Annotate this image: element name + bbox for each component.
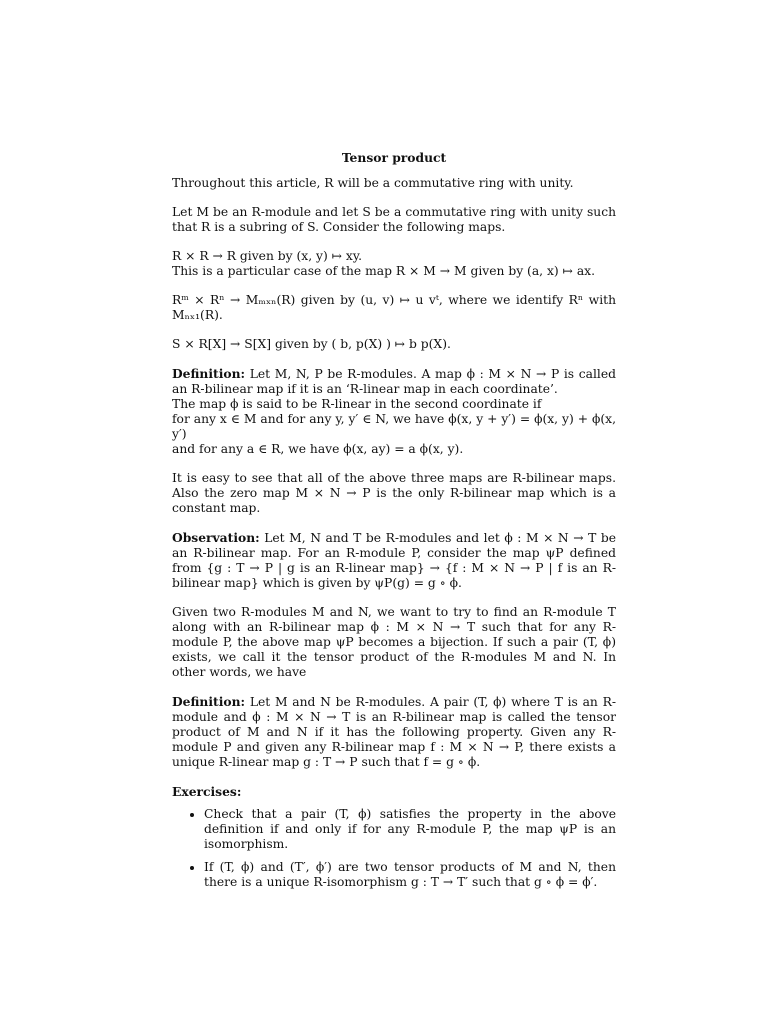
definition1-paragraph xyxy=(172,366,616,457)
definition1-line2: The map ϕ is said to be R-linear in the second coordinate if xyxy=(172,397,542,411)
given-paragraph: Given two R-modules M and N, we want to try to find an R-module T along with an R-bilinear map ϕ : M × N → T such that for any R-module P, the above map ψP becomes a bijection. If such a pair (T, ϕ) exists, we call it the tensor product of the R-modules M and N. In other words, we have xyxy=(172,605,616,679)
definition1-label: Definition: xyxy=(172,366,246,381)
definition1-line3: for any x ∈ M and for any y, y′ ∈ N, we have ϕ(x, y + y′) = ϕ(x, y) + ϕ(x, y′) xyxy=(172,412,616,441)
definition1-text: Let M, N, P be R-modules. A map ϕ : M × N → P is called an R-bilinear map if it is an ‘R-linear map in each coordinate’. xyxy=(172,367,616,396)
page-title: Tensor product xyxy=(341,150,447,165)
exercise-item: • Check that a pair (T, ϕ) satisfies the property in the above definition if and only if for any R-module P, the map ψP is an isomorphism. xyxy=(204,807,616,852)
map1-paragraph xyxy=(172,249,616,279)
document-page xyxy=(172,150,616,898)
definition2-text: Let M and N be R-modules. A pair (T, ϕ) where T is an R-module and ϕ : M × N → T is an R-bilinear map is called the tensor product of M and N if it has the following property. Given any R-module P and given any R-bilinear map f : M × N → P, there exists a unique R-linear map g : T → P such that f = g ∘ ϕ. xyxy=(172,695,616,769)
exercise-item: • If (T, ϕ) and (T′, ϕ′) are two tensor products of M and N, then there is a unique R-isomorphism g : T → T′ such that g ∘ ϕ = ϕ′. xyxy=(204,860,616,890)
map1-line2: This is a particular case of the map R × M → M given by (a, x) ↦ ax. xyxy=(172,264,596,278)
observation-paragraph xyxy=(172,530,616,591)
setup-paragraph: Let M be an R-module and let S be a commutative ring with unity such that R is a subring of S. Consider the following maps. xyxy=(172,205,616,234)
definition2-label: Definition: xyxy=(172,694,246,709)
definition1-line4: and for any a ∈ R, we have ϕ(x, ay) = a ϕ(x, y). xyxy=(172,442,464,456)
map3-paragraph: S × R[X] → S[X] given by ( b, p(X) ) ↦ b p(X). xyxy=(172,337,451,351)
observation-label: Observation: xyxy=(172,530,260,545)
easy-paragraph: It is easy to see that all of the above three maps are R-bilinear maps. Also the zero map M × N → P is the only R-bilinear map which is a constant map. xyxy=(172,471,616,515)
exercises-heading: Exercises: xyxy=(172,784,242,799)
observation-text: Let M, N and T be R-modules and let ϕ : M × N → T be an R-bilinear map. For an R-module P, consider the map ψP defined from {g : T → P | g is an R-linear map} → {f : M × N → P | f is an R-bilinear map} which is given by ψP(g) = g ∘ ϕ. xyxy=(172,531,616,590)
definition2-paragraph xyxy=(172,694,616,770)
map2-paragraph: Rᵐ × Rⁿ → Mₘₓₙ(R) given by (u, v) ↦ u vᵗ, where we identify Rⁿ with Mₙₓ₁(R). xyxy=(172,293,616,322)
map1-line1: R × R → R given by (x, y) ↦ xy. xyxy=(172,249,363,263)
intro-paragraph: Throughout this article, R will be a commutative ring with unity. xyxy=(172,176,574,190)
exercises-list xyxy=(172,807,616,890)
